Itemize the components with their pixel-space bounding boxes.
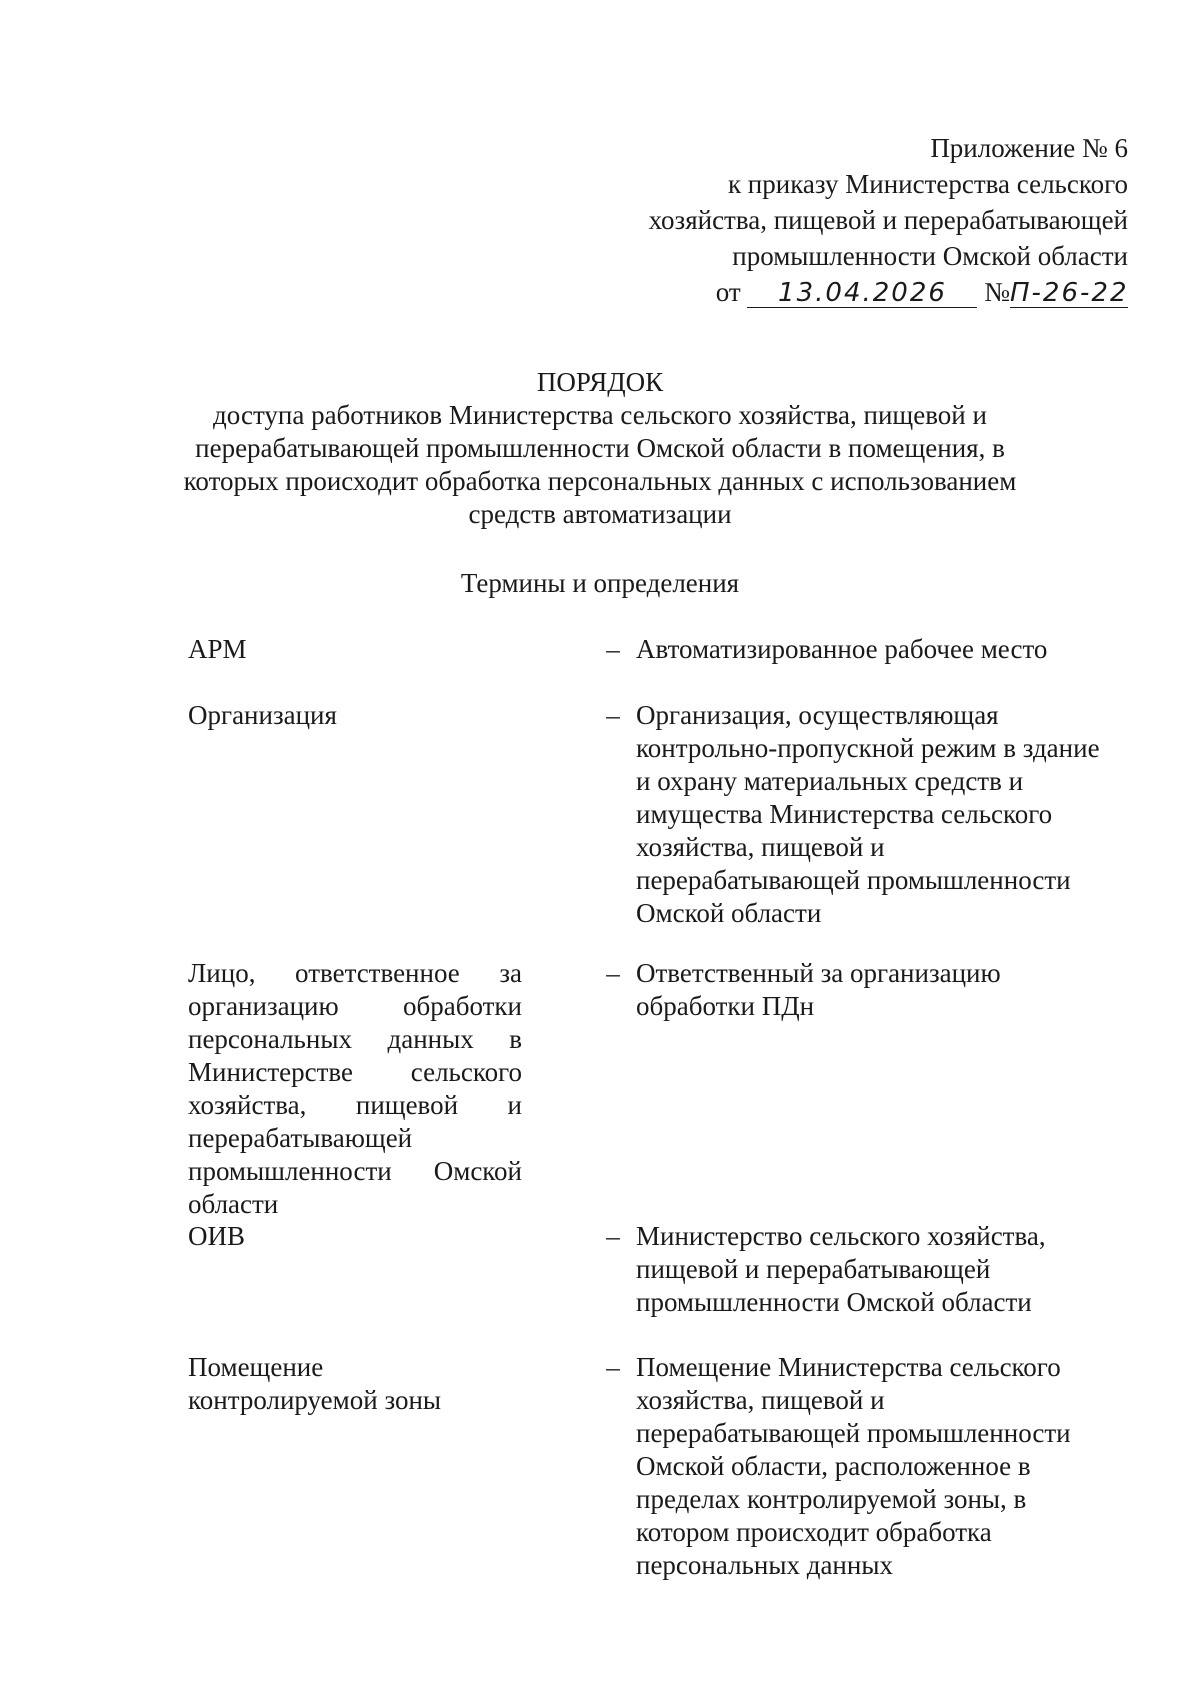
- section-heading: Термины и определения: [460, 568, 740, 598]
- appendix-line-3: хозяйства, пищевой и перерабатывающей: [648, 205, 1128, 235]
- term-dash: –: [606, 1352, 620, 1382]
- term-definition: Ответственный за организацию обработки ПДн: [636, 958, 1001, 1021]
- handwritten-number: П-26-22: [1010, 278, 1129, 308]
- appendix-line-2: к приказу Министерства сельского: [727, 169, 1128, 199]
- term-dash: –: [606, 634, 620, 664]
- appendix-header: [568, 130, 1128, 310]
- order-date-number-line: [568, 274, 1128, 310]
- number-prefix: №: [984, 277, 1010, 307]
- handwritten-date: 13.04.2026: [747, 279, 977, 308]
- date-prefix: от: [715, 277, 741, 307]
- term-definition: Помещение Министерства сельского хозяйства, пищевой и перерабатывающей промышленности Омской области, расположенное в пределах контролируемой зоны, в котором происходит обработка персональных данных: [636, 1352, 1071, 1580]
- term-definition: Организация, осуществляющая контрольно-пропускной режим в здание и охрану материальных средств и имущества Министерства сельского хозяйства, пищевой и перерабатывающей промышленности Омской области: [636, 700, 1100, 928]
- appendix-line-4: промышленности Омской области: [732, 241, 1128, 271]
- term-name: ОИВ: [188, 1221, 246, 1251]
- appendix-line-1: Приложение № 6: [930, 133, 1128, 163]
- term-definition: Автоматизированное рабочее место: [636, 634, 1048, 664]
- term-definition: Министерство сельского хозяйства, пищевой и перерабатывающей промышленности Омской области: [636, 1221, 1046, 1317]
- term-name: Помещение контролируемой зоны: [188, 1352, 442, 1415]
- term-dash: –: [606, 1221, 620, 1251]
- term-dash: –: [606, 700, 620, 730]
- document-title: ПОРЯДОК: [536, 367, 664, 397]
- document-title-block: [150, 366, 1050, 531]
- term-name: Организация: [188, 700, 337, 730]
- term-name: Лицо, ответственное за организацию обработки персональных данных в Министерстве сельского хозяйства, пищевой и перерабатывающей промышленности Омской области: [188, 958, 522, 1219]
- term-dash: –: [606, 958, 620, 988]
- document-subtitle: доступа работников Министерства сельского хозяйства, пищевой и перерабатывающей промышленности Омской области в помещения, в которых происходит обработка персональных данных с использованием средств автоматизации: [183, 400, 1017, 529]
- term-name: АРМ: [188, 634, 247, 664]
